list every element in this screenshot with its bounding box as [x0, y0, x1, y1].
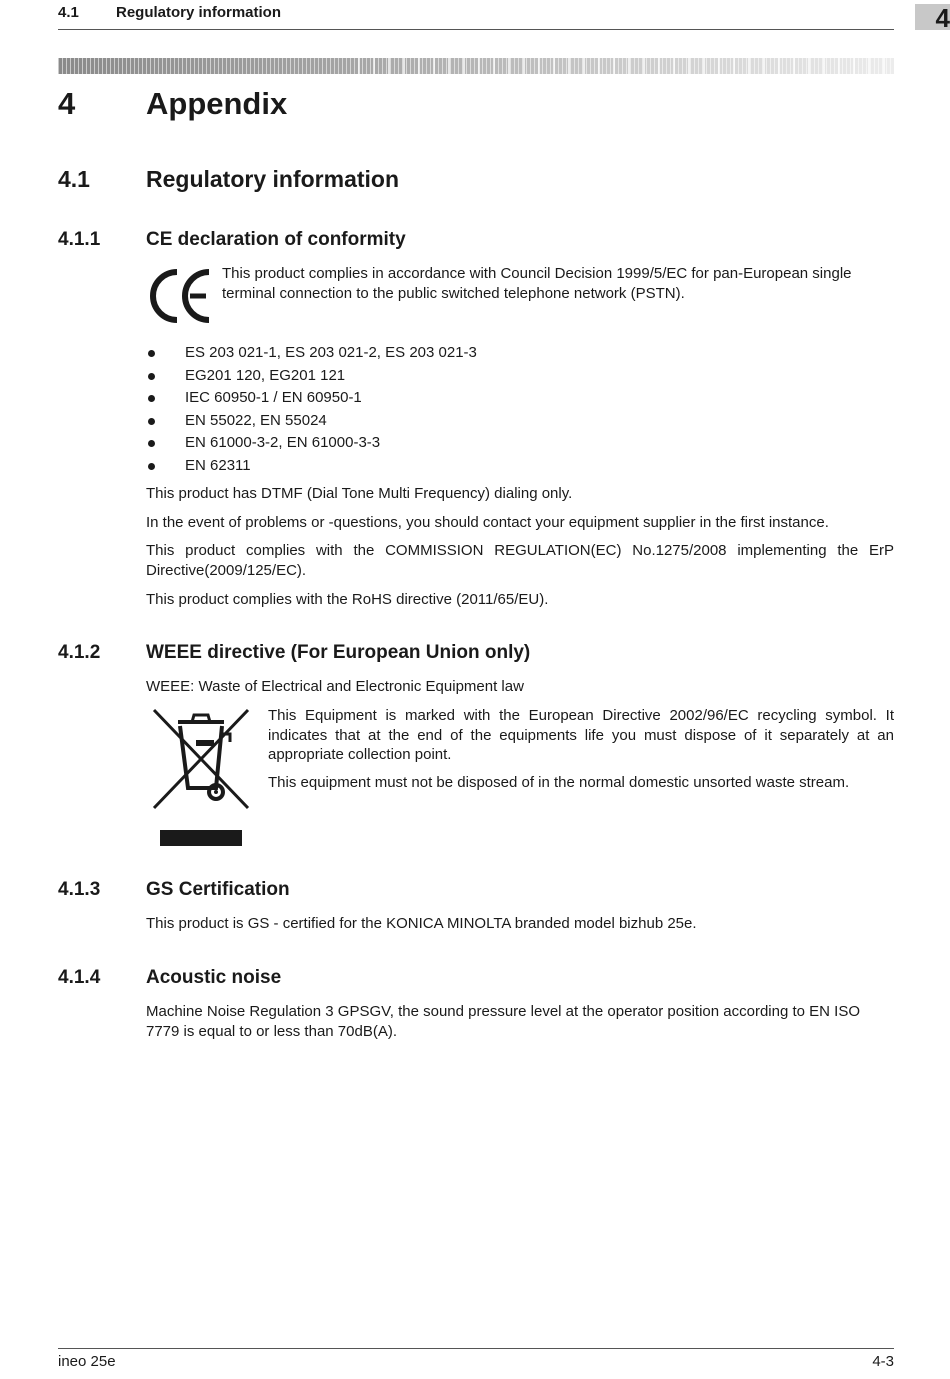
weee-paragraph: This equipment must not be disposed of in the normal domestic unsorted waste stream. [268, 774, 850, 791]
gs-heading-title: GS Certification [146, 879, 290, 900]
list-item: IEC 60950-1 / EN 60950-1 [146, 387, 894, 410]
acoustic-text: Machine Noise Regulation 3 GPSGV, the sound pressure level at the operator position according to EN ISO 7779 is equal to or less than 70dB(A). [146, 1003, 861, 1040]
ce-paragraph: This product complies with the COMMISSION REGULATION(EC) No.1275/2008 implementing the ErP Directive(2009/125/EC). [146, 542, 894, 579]
list-item: EN 61000-3-2, EN 61000-3-3 [146, 432, 894, 455]
footer-product: ineo 25e [58, 1353, 116, 1370]
ce-intro-text: This product complies in accordance with Council Decision 1999/5/EC for pan-European single terminal connection to the public switched telephone network (PSTN). [222, 265, 852, 302]
ce-heading-number: 4.1.1 [58, 229, 101, 250]
list-item: EG201 120, EG201 121 [146, 365, 894, 388]
section-title: Regulatory information [146, 166, 400, 192]
weee-heading-title: WEEE directive (For European Union only) [146, 642, 531, 663]
gs-heading-number: 4.1.3 [58, 879, 101, 900]
page-footer [58, 1348, 894, 1372]
running-header-section-title: Regulatory information [116, 4, 282, 21]
crossed-out-bin-icon [150, 706, 250, 850]
ce-heading-title: CE declaration of conformity [146, 229, 406, 250]
weee-heading-number: 4.1.2 [58, 642, 101, 663]
list-item: ES 203 021-1, ES 203 021-2, ES 203 021-3 [146, 342, 894, 365]
weee-paragraph: This Equipment is marked with the European Directive 2002/96/EC recycling symbol. It indicates that at the end of the equipments life you must dispose of it separately at an appropriate collection point. [268, 707, 894, 763]
ce-paragraph: In the event of problems or -questions, you should contact your equipment supplier in the first instance. [146, 514, 829, 531]
running-header-section-number: 4.1 [58, 4, 79, 21]
ce-mark-icon [146, 266, 212, 326]
footer-page-number: 4-3 [872, 1353, 894, 1370]
weee-subtitle: WEEE: Waste of Electrical and Electronic Equipment law [146, 678, 524, 695]
acoustic-heading-number: 4.1.4 [58, 967, 101, 988]
ce-standards-list [146, 342, 894, 477]
list-item: EN 55022, EN 55024 [146, 410, 894, 433]
ce-paragraph: This product complies with the RoHS directive (2011/65/EU). [146, 591, 549, 608]
chapter-tab [915, 3, 950, 33]
decorative-bar [58, 58, 894, 74]
ce-paragraph: This product has DTMF (Dial Tone Multi Frequency) dialing only. [146, 485, 573, 502]
section-number: 4.1 [58, 166, 90, 192]
running-header [58, 3, 950, 33]
acoustic-heading-title: Acoustic noise [146, 967, 282, 988]
chapter-title: Appendix [146, 86, 288, 121]
chapter-number: 4 [58, 86, 76, 121]
list-item: EN 62311 [146, 455, 894, 478]
chapter-tab-number: 4 [935, 3, 950, 33]
gs-text: This product is GS - certified for the KONICA MINOLTA branded model bizhub 25e. [146, 915, 697, 932]
